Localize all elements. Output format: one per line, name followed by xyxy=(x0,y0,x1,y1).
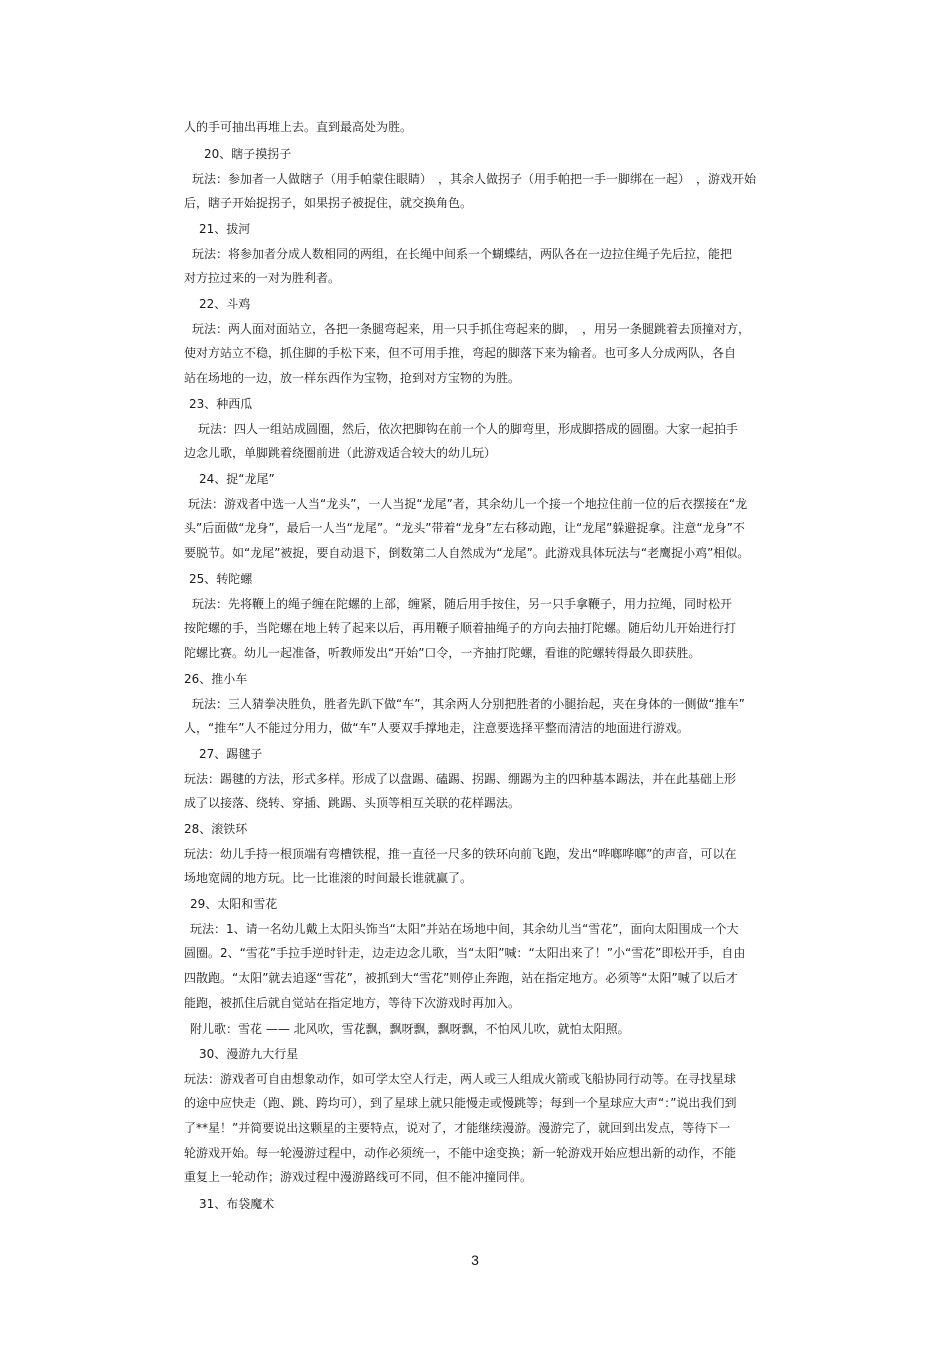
page-number: 3 xyxy=(471,1252,479,1268)
text-line: 玩法：两人面对面站立，各把一条腿弯起来，用一只手抓住弯起来的脚， ，用另一条腿跳着去顶撞对方， xyxy=(192,322,751,336)
text-line: 的途中应快走（跑、跳、跨均可），到了星球上就只能慢走或慢跳等；每到一个星球应大声“：”说出我们到 xyxy=(184,1096,737,1110)
text-line: 重复上一轮动作；游戏过程中漫游路线可不同，但不能冲撞同伴。 xyxy=(184,1170,533,1184)
section-heading: 21、拔河 xyxy=(199,222,251,236)
text-line: 四散跑。“太阳”就去追逐“雪花”，被抓到大“雪花”则停止奔跑，站在指定地方。必须等“太阳”喊了以后才 xyxy=(184,971,738,985)
song-line: 附儿歌：雪花 —— 北风吹，雪花飘，飘呀飘，飘呀飘，不怕风儿吹，就怕太阳照。 xyxy=(190,1022,630,1036)
text-line: 轮游戏开始。每一轮漫游过程中，动作必须统一，不能中途变换；新一轮游戏开始应想出新的动作，不能 xyxy=(184,1146,737,1160)
section-heading: 22、斗鸡 xyxy=(199,297,251,311)
text-line: 人，“推车”人不能过分用力，做“车”人要双手撑地走，注意要选择平整而清洁的地面进行游戏。 xyxy=(184,721,689,735)
section-heading: 27、踢毽子 xyxy=(199,747,263,761)
text-line: 站在场地的一边，放一样东西作为宝物，抢到对方宝物的为胜。 xyxy=(184,371,521,385)
text-line: 对方拉过来的一对为胜利者。 xyxy=(184,271,341,285)
text-line: 玩法：三人猜拳决胜负，胜者先趴下做“车”，其余两人分别把胜者的小腿抬起，夹在身体的一侧做“推车” xyxy=(192,697,745,711)
text-line: 后，瞎子开始捉拐子，如果拐子被捉住，就交换角色。 xyxy=(184,196,473,210)
section-heading: 31、布袋魔术 xyxy=(199,1197,275,1211)
text-line: 使对方站立不稳，抓住脚的手松下来，但不可用手推，弯起的脚落下来为输者。也可多人分成两队，各自 xyxy=(184,346,737,360)
text-line: 玩法：踢毽的方法，形式多样。形成了以盘踢、磕踢、拐踢、绷踢为主的四种基本踢法，并在此基础上形 xyxy=(184,772,737,786)
text-line: 要脱节。如“龙尾”被捉，要自动退下，倒数第二人自然成为“龙尾”。此游戏具体玩法与“老鹰捉小鸡”相似。 xyxy=(184,546,750,560)
section-heading: 23、种西瓜 xyxy=(189,397,253,411)
text-line: 陀螺比赛。幼儿一起准备，听教师发出“开始”口令，一齐抽打陀螺，看谁的陀螺转得最久即获胜。 xyxy=(184,646,701,660)
text-line: 玩法：游戏者中选一人当“龙头”，一人当捉“龙尾”者，其余幼儿一个接一个地拉住前一位的后衣摆接在“龙 xyxy=(188,497,748,511)
text-line: 成了以接落、绕转、穿插、跳踢、头顶等相互关联的花样踢法。 xyxy=(184,796,521,810)
section-heading: 25、转陀螺 xyxy=(189,572,253,586)
text-line: 圆圈。2、“雪花”手拉手逆时针走，边走边念儿歌，当“太阳”喊：“太阳出来了！”小“雪花”即松开手，自由 xyxy=(184,946,746,960)
section-heading: 30、漫游九大行星 xyxy=(199,1047,299,1061)
text-line: 边念儿歌，单脚跳着绕圈前进（此游戏适合较大的幼儿玩） xyxy=(184,446,497,460)
text-line: 按陀螺的手，当陀螺在地上转了起来以后，再用鞭子顺着抽绳子的方向去抽打陀螺。随后幼儿开始进行打 xyxy=(184,621,737,635)
text-line: 玩法：先将鞭上的绳子缠在陀螺的上部，缠紧，随后用手按住，另一只手拿鞭子，用力拉绳，同时松开 xyxy=(192,597,733,611)
text-line: 了**星！”并简要说出这颗星的主要特点，说对了，才能继续漫游。漫游完了，就回到出发点，等待下一 xyxy=(184,1121,731,1135)
section-heading: 24、捉“龙尾” xyxy=(199,472,275,486)
section-heading: 28、滚铁环 xyxy=(184,822,248,836)
section-heading: 29、太阳和雪花 xyxy=(190,897,278,911)
section-heading: 20、瞎子摸拐子 xyxy=(204,147,292,161)
text-line: 玩法：将参加者分成人数相同的两组，在长绳中间系一个蝴蝶结，两队各在一边拉住绳子先后拉，能把 xyxy=(192,247,733,261)
text-line: 人的手可抽出再堆上去。直到最高处为胜。 xyxy=(184,120,413,134)
text-line: 玩法：1、请一名幼儿戴上太阳头饰当“太阳”并站在场地中间，其余幼儿当“雪花”，面向太阳围成一个大 xyxy=(190,922,739,936)
text-line: 头”后面做“龙身”，最后一人当“龙尾”。“龙头”带着“龙身”左右移动跑，让“龙尾”躲避捉拿。注意“龙身”不 xyxy=(184,521,745,535)
text-line: 玩法：参加者一人做瞎子（用手帕蒙住眼睛） ，其余人做拐子（用手帕把一手一脚绑在一起） ，游戏开始 xyxy=(192,172,757,186)
text-line: 玩法：幼儿手持一根顶端有弯槽铁棍，推一直径一尺多的铁环向前飞跑，发出“哗啷哗啷”的声音，可以在 xyxy=(184,847,737,861)
text-line: 玩法：游戏者可自由想象动作，如可学太空人行走，两人或三人组成火箭或飞船协同行动等。在寻找星球 xyxy=(184,1072,737,1086)
section-heading: 26、推小车 xyxy=(184,672,248,686)
text-line: 能跑，被抓住后就自觉站在指定地方，等待下次游戏时再加入。 xyxy=(184,996,521,1010)
text-line: 场地宽阔的地方玩。比一比谁滚的时间最长谁就赢了。 xyxy=(184,871,473,885)
text-line: 玩法：四人一组站成圆圈，然后，依次把脚钩在前一个人的脚弯里，形成脚搭成的圆圈。大家一起拍手 xyxy=(198,422,739,436)
